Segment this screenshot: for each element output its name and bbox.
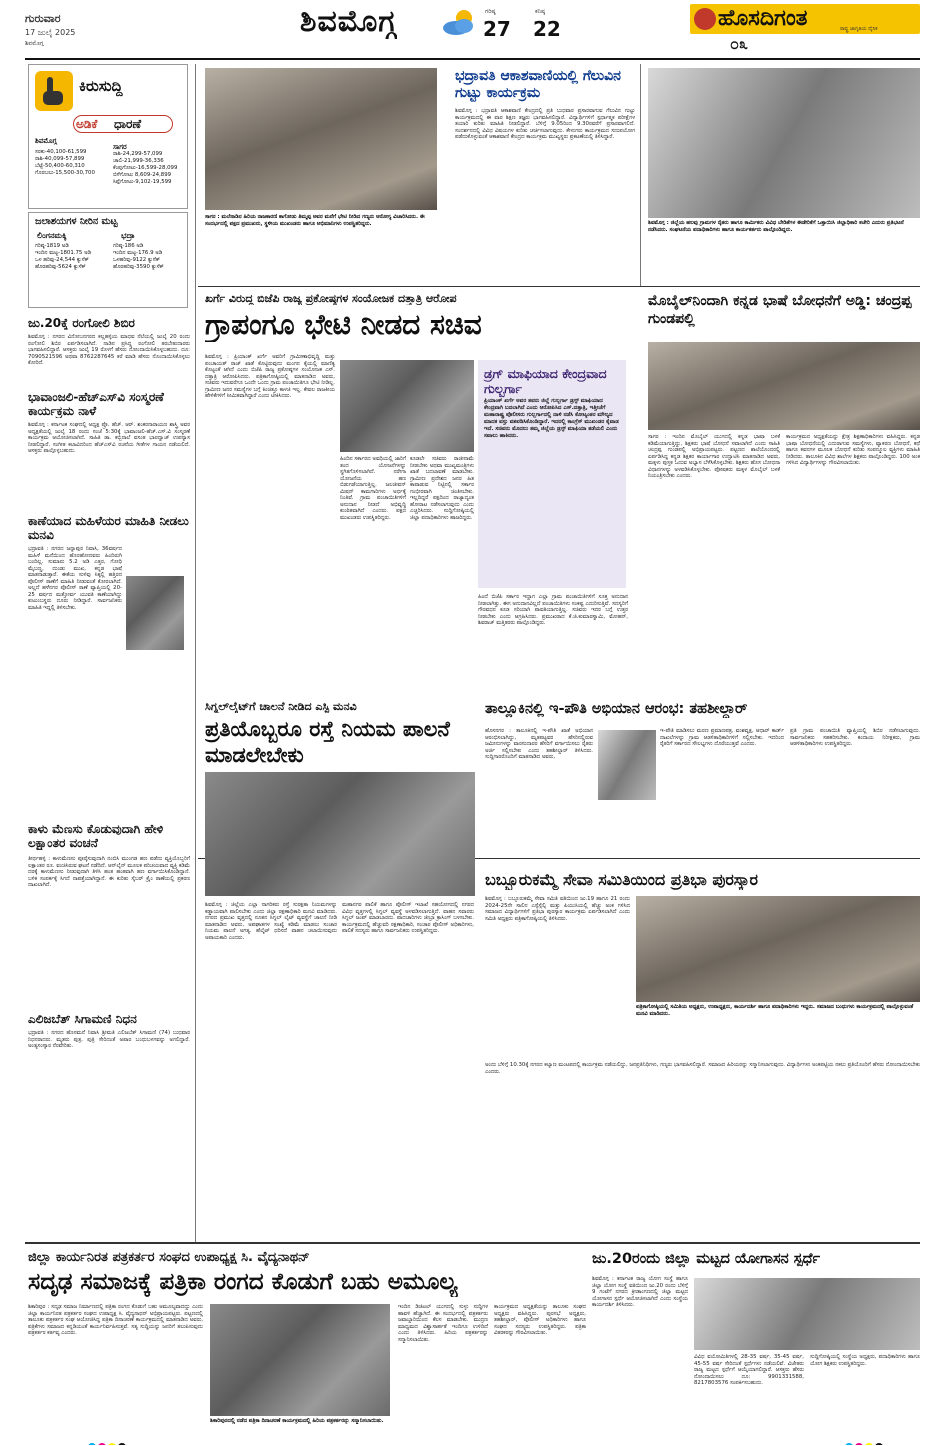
temp-max-value: 27 (483, 17, 511, 41)
epouti-col3: ಪ್ರತಿ ಗ್ರಾಮ ಪಂಚಾಯಿತಿ ವ್ಯಾಪ್ತಿಯಲ್ಲಿ ಶಿಬಿರ ನಡೆಸಲಾಗುವುದು. ಸಾರ್ವಜನಿಕರು ಸಹಕರಿಸಬೇಕು. ಕಂದಾಯ ನಿರೀಕ್ಷಕರು, ಗ್ರಾಮ ಆಡಳಿತಾಧಿಕಾರಿಗಳು ಉಪಸ್ಥಿತರಿದ್ದರು. (790, 728, 920, 747)
newspaper-brand (690, 4, 920, 50)
bottom-story-kicker: ಜಿಲ್ಲಾ ಕಾರ್ಯನಿರತ ಪತ್ರಕರ್ತರ ಸಂಘದ ಉಪಾಧ್ಯಕ್ಷ ಸಿ. ವೈದ್ಯನಾಥನ್ (28, 1250, 310, 1265)
yoga-headline: ಜು.20ರಂದು ಜಿಲ್ಲಾ ಮಟ್ಟದ ಯೋಗಾಸನ ಸ್ಪರ್ಧೆ (592, 1251, 821, 1267)
missing-woman-photo (126, 576, 184, 650)
main-story-kicker: ಖರ್ಗೆ ವಿರುದ್ಧ ಬಿಜೆಪಿ ರಾಜ್ಯ ಪ್ರಕೋಷ್ಠಗಳ ಸಂಯೋಜಕ ದತ್ತಾತ್ರಿ ಆರೋಪ (205, 292, 457, 305)
drug-mafia-title: ಡ್ರಗ್ ಮಾಫಿಯಾದ ಕೇಂದ್ರವಾದ ಗುಲ್ಬರ್ಗಾ (484, 366, 607, 396)
column-rule (195, 64, 196, 1242)
masthead-date-block (25, 12, 195, 58)
kagodu-visit-photo (205, 68, 437, 210)
akashavani-text: ಶಿವಮೊಗ್ಗ : ಭದ್ರಾವತಿ ಆಕಾಶವಾಣಿ ಕೇಂದ್ರದಲ್ಲಿ ಪ್ರತಿ ಬುಧವಾರ ಪ್ರಸಾರವಾಗುವ ಗೆಲುವಿನ ಗುಟ್ಟು ಕಾರ್ಯಕ್ರಮದಲ್ಲಿ ಈ ವಾರ ಶಿಕ್ಷಣ ತಜ್ಞರು ಭಾಗವಹಿಸಲಿದ್ದಾರೆ. ವಿದ್ಯಾರ್ಥಿಗಳಿಗೆ ಸ್ಪರ್ಧಾತ್ಮಕ ಪರೀಕ್ಷೆಗಳ ತಯಾರಿ ಕುರಿತು ಮಾಹಿತಿ ನೀಡಲಿದ್ದಾರೆ. ಬೆಳಿಗ್ಗೆ 9.05ರಿಂದ 9.30ರವರೆಗೆ ಪ್ರಸಾರವಾಗಲಿದೆ. ಸಂದರ್ಶನದಲ್ಲಿ ವಿವಿಧ ವಿಷಯಗಳ ಕುರಿತು ಚರ್ಚಿಸಲಾಗುವುದು. ಕೇಳುಗರು ಕಾರ್ಯಕ್ರಮದ ಸದುಪಯೋಗ ಪಡೆದುಕೊಳ್ಳುವಂತೆ ಆಕಾಶವಾಣಿ ಕೇಂದ್ರದ ಕಾರ್ಯಕ್ರಮ ಮುಖ್ಯಸ್ಥರು ಪ್ರಕಟಣೆಯಲ್ಲಿ ತಿಳಿಸಿದ್ದಾರೆ. (455, 108, 635, 140)
temp-max-label: ಗರಿಷ್ಠ (485, 8, 496, 15)
price-row: ಬಿಳೆಗೋಟು 8,609-24,899 (113, 172, 172, 178)
cyan-dot (845, 1443, 853, 1445)
signal-story-col1: ಶಿವಮೊಗ್ಗ : ಜಿಲ್ಲೆಯ ಎಲ್ಲಾ ನಾಗರಿಕರು ರಸ್ತೆ ಸುರಕ್ಷತಾ ನಿಯಮಗಳನ್ನು ಕಡ್ಡಾಯವಾಗಿ ಪಾಲಿಸಬೇಕು ಎಂದು ಜಿಲ್ಲಾ ರಕ್ಷಣಾಧಿಕಾರಿ ಮನವಿ ಮಾಡಿದರು. ನಗರದ ಪ್ರಮುಖ ವೃತ್ತದಲ್ಲಿ ನೂತನ ಸಿಗ್ನಲ್ ಲೈಟ್ ವ್ಯವಸ್ಥೆಗೆ ಚಾಲನೆ ನೀಡಿ ಮಾತನಾಡಿದ ಅವರು, ಅಪಘಾತಗಳ ಸಂಖ್ಯೆ ಕಡಿಮೆ ಮಾಡಲು ಸಂಚಾರ ನಿಯಮ ಪಾಲನೆ ಅಗತ್ಯ. ಹೆಲ್ಮೆಟ್ ಧರಿಸದೆ ವಾಹನ ಚಲಾಯಿಸುವುದು ಅಪಾಯಕಾರಿ ಎಂದರು. (205, 902, 337, 941)
main-story-col4: ಹಿಂದೆ ಬಿಜೆಪಿ ಸರ್ಕಾರ ಇದ್ದಾಗ ಎಲ್ಲಾ ಗ್ರಾಮ ಪಂಚಾಯಿತಿಗಳಿಗೆ ಸೂಕ್ತ ಅನುದಾನ ನೀಡಲಾಗಿತ್ತು. ಈಗ ಅನುದಾನವಿಲ್ಲದೆ ಪಂಚಾಯಿತಿಗಳು ಸಂಕಷ್ಟ ಎದುರಿಸುತ್ತಿವೆ. ಸದಸ್ಯರಿಗೆ ಗೌರವಧನ ಕೂಡ ಸರಿಯಾಗಿ ಪಾವತಿಯಾಗುತ್ತಿಲ್ಲ. ಸಚಿವರು ಇದರ ಬಗ್ಗೆ ಉತ್ತರ ನೀಡಬೇಕು ಎಂದು ಆಗ್ರಹಿಸಿದರು. ಪ್ರಮುಖರಾದ ಕೆ.ಜಿ.ಕುಮಾರಸ್ವಾಮಿ, ಮೋಹನ್, ಶಿವರಾಜ್ ಮತ್ತಿತರರು ಪಾಲ್ಗೊಂಡಿದ್ದರು. (478, 594, 628, 626)
bottom-story-col1: ಶಿಕಾರಿಪುರ : ಸದೃಢ ಸಮಾಜ ನಿರ್ಮಾಣದಲ್ಲಿ ಪತ್ರಿಕಾ ರಂಗದ ಕೊಡುಗೆ ಬಹು ಅಮೂಲ್ಯವಾದದ್ದು ಎಂದು ಜಿಲ್ಲಾ ಕಾರ್ಯನಿರತ ಪತ್ರಕರ್ತರ ಸಂಘದ ಉಪಾಧ್ಯಕ್ಷ ಸಿ. ವೈದ್ಯನಾಥನ್ ಅಭಿಪ್ರಾಯಪಟ್ಟರು. ಪಟ್ಟಣದಲ್ಲಿ ತಾಲೂಕು ಪತ್ರಕರ್ತರ ಸಂಘ ಆಯೋಜಿಸಿದ್ದ ಪತ್ರಿಕಾ ದಿನಾಚರಣೆ ಕಾರ್ಯಕ್ರಮದಲ್ಲಿ ಮಾತನಾಡಿದ ಅವರು, ಪತ್ರಿಕೆಗಳು ಸಮಾಜದ ಕನ್ನಡಿಯಂತೆ ಕಾರ್ಯನಿರ್ವಹಿಸುತ್ತವೆ. ಸತ್ಯ ಸುದ್ದಿಯನ್ನು ಜನರಿಗೆ ತಲುಪಿಸುವುದು ಪತ್ರಕರ್ತರ ಕರ್ತವ್ಯ ಎಂದರು. (28, 1304, 203, 1336)
tahsildar-photo (598, 730, 656, 800)
print-registration-marks (88, 1436, 128, 1445)
press-meet-photo (340, 360, 474, 452)
pepper-fraud-headline: ಕಾಳು ಮೆಣಸು ಕೊಡುವುದಾಗಿ ಹೇಳಿ ಲಕ್ಷಾಂತರ ವಂಚನೆ (28, 822, 164, 850)
missing-women-headline: ಕಾಣೆಯಾದ ಮಹಿಳೆಯರ ಮಾಹಿತಿ ನೀಡಲು ಮನವಿ (28, 514, 189, 542)
signal-story-headline: ಪ್ರತಿಯೊಬ್ಬರೂ ರಸ್ತೆ ನಿಯಮ ಪಾಲನೆ ಮಾಡಲೇಬೇಕು (205, 717, 450, 767)
press-day-photo (210, 1304, 390, 1416)
kiru-suddi-title: ಕಿರುಸುದ್ದಿ (79, 77, 123, 95)
drug-mafia-text: ಪ್ರಿಯಾಂಕ್ ಖರ್ಗೆ ಅವರ ತವರು ಜಿಲ್ಲೆ ಗುಲ್ಬರ್ಗಾ ಡ್ರಗ್ಸ್ ಮಾಫಿಯಾದ ಕೇಂದ್ರವಾಗಿ ಬದಲಾಗಿದೆ ಎಂದು ಆರೋಪಿಸಿದ ಎಸ್.ದತ್ತಾತ್ರಿ, ಇತ್ತೀಚೆಗೆ ಮಹಾರಾಷ್ಟ್ರ ಪೊಲೀಸರು ಗುಲ್ಬರ್ಗಾದಲ್ಲಿ ದಾಳಿ ನಡೆಸಿ ಕೋಟ್ಯಂತರ ಮೌಲ್ಯದ ಮಾದಕ ವಸ್ತು ವಶಪಡಿಸಿಕೊಂಡಿದ್ದಾರೆ. ಇದರಲ್ಲಿ ಕಾಂಗ್ರೆಸ್ ಮುಖಂಡರ ಕೈವಾಡ ಇದೆ. ಸಚಿವರು ಮೊದಲು ತಮ್ಮ ಜಿಲ್ಲೆಯ ಡ್ರಗ್ಸ್ ಮಾಫಿಯಾ ತಡೆಯಲಿ ಎಂದು ಸವಾಲು ಹಾಕಿದರು. (484, 398, 619, 439)
kannada-story-col2: ಕಾರ್ಯಕ್ರಮದ ಅಧ್ಯಕ್ಷತೆಯನ್ನು ಕ್ಷೇತ್ರ ಶಿಕ್ಷಣಾಧಿಕಾರಿಗಳು ವಹಿಸಿದ್ದರು. ಕನ್ನಡ ಭಾಷಾ ಬೋಧನೆಯಲ್ಲಿ ಎದುರಾಗುವ ಸಮಸ್ಯೆಗಳು, ವ್ಯಾಕರಣ ಬೋಧನೆ, ಕಥೆ ಹಾಗೂ ಕವನಗಳ ಮೂಲಕ ಬೋಧನೆ ಕುರಿತು ಸಂಪನ್ಮೂಲ ವ್ಯಕ್ತಿಗಳು ಮಾಹಿತಿ ನೀಡಿದರು. ತಾಲೂಕಿನ ವಿವಿಧ ಶಾಲೆಗಳ ಶಿಕ್ಷಕರು ಪಾಲ್ಗೊಂಡಿದ್ದರು. 100 ಅಂಕ ಗಳಿಸಿದ ವಿದ್ಯಾರ್ಥಿಗಳನ್ನು ಗೌರವಿಸಲಾಯಿತು. (786, 434, 920, 466)
obituary-text: ಭದ್ರಾವತಿ : ನಗರದ ಹೊಸಮನೆ ನಿವಾಸಿ ಶ್ರೀಮತಿ ಎಲಿಜಬೆತ್ ಸಿಗಾಮಣಿ (74) ಬುಧವಾರ ನಿಧನರಾದರು. ಮೃತರು ಪುತ್ರ, ಪುತ್ರಿ ಸೇರಿದಂತೆ ಅಪಾರ ಬಂಧುಬಳಗವನ್ನು ಅಗಲಿದ್ದಾರೆ. ಅಂತ್ಯಸಂಸ್ಕಾರ ನೆರವೇರಿತು. (28, 1030, 190, 1049)
main-story-col2: ಹಿಂದಿನ ಸರ್ಕಾರದ ಅವಧಿಯಲ್ಲಿ ಜಾರಿಗೆ ತಂದ ಯೋಜನೆಗಳನ್ನು ಸ್ಥಗಿತಗೊಳಿಸಲಾಗಿದೆ. ನರೇಗಾ ಯೋಜನೆಯ ಹಣ ಬಿಡುಗಡೆಯಾಗುತ್ತಿಲ್ಲ. ಜಲಜೀವನ್ ಮಿಷನ್ ಕಾಮಗಾರಿಗಳು ಅರ್ಧಕ್ಕೆ ನಿಂತಿವೆ. ಗ್ರಾಮ ಪಂಚಾಯಿತಿಗಳಿಗೆ ಅನುದಾನ ನೀಡದೆ ಅಭಿವೃದ್ಧಿ ಕುಂಠಿತವಾಗಿದೆ ಎಂದರು. ಪಕ್ಷದ ಮುಖಂಡರು ಉಪಸ್ಥಿತರಿದ್ದರು. (340, 456, 406, 521)
babbur-headline: ಬಬ್ಬೂರುಕಮ್ಮೆ ಸೇವಾ ಸಮಿತಿಯಿಂದ ಪ್ರತಿಭಾ ಪುರಸ್ಕಾರ (485, 870, 758, 889)
bottom-story-headline: ಸದೃಢ ಸಮಾಜಕ್ಕೆ ಪತ್ರಿಕಾ ರಂಗದ ಕೊಡುಗೆ ಬಹು ಅಮೂಲ್ಯ (28, 1269, 458, 1295)
price-row: ಸಿಪ್ಪೆಗೋಟು-9,102-19,599 (113, 179, 172, 185)
babbur-col2: ಅಂದು ಬೆಳಿಗ್ಗೆ 10.30ಕ್ಕೆ ನಗರದ ಕಲ್ಯಾಣ ಮಂಟಪದಲ್ಲಿ ಕಾರ್ಯಕ್ರಮ ನಡೆಯಲಿದ್ದು, ಜನಪ್ರತಿನಿಧಿಗಳು, ಗಣ್ಯರು ಭಾಗವಹಿಸಲಿದ್ದಾರೆ. ಸಮಾಜದ ಹಿರಿಯರನ್ನು ಸನ್ಮಾನಿಸಲಾಗುವುದು. ವಿದ್ಯಾರ್ಥಿಗಳು ಅಂಕಪಟ್ಟಿಯ ನಕಲು ಪ್ರತಿಯೊಂದಿಗೆ ಹೆಸರು ನೋಂದಾಯಿಸಬೇಕು ಎಂದರು. (485, 1062, 920, 1075)
dam-row: ಒಳಹರಿವು-9122 ಕ್ಯುಸೆಕ್ (113, 257, 161, 263)
dam-row: ಹೊರಹರಿವು-3590 ಕ್ಯುಸೆಕ್ (113, 264, 164, 270)
dam-row: ಒಳ ಹರಿವು-24,544 ಕ್ಯುಸೆಕ್ (35, 257, 89, 263)
dam-row: ಇಂದಿನ ಮಟ್ಟ-1801.75 ಅಡಿ (35, 250, 92, 256)
drug-mafia-sidebar (478, 360, 626, 588)
dam-levels-title: ಜಲಾಶಯಗಳ ನೀರಿನ ಮಟ್ಟ (35, 216, 118, 227)
brand-name: ಹೊಸದಿಗಂತ (718, 6, 808, 31)
protest-caption: ಶಿವಮೊಗ್ಗ : ಜಿಲ್ಲೆಯ ಹಲವು ಗ್ರಾಮಗಳ ರೈತರು ಹಾಗೂ ಕಾರ್ಮಿಕರು ವಿವಿಧ ಬೇಡಿಕೆಗಳ ಈಡೇರಿಕೆಗೆ ಒತ್ತಾಯಿಸಿ ಜಿಲ್ಲಾಧಿಕಾರಿ ಕಚೇರಿ ಎದುರು ಪ್ರತಿಭಟನೆ ನಡೆಸಿದರು. ಸಂಘಟನೆಯ ಪದಾಧಿಕಾರಿಗಳು ಹಾಗೂ ಕಾರ್ಯಕರ್ತರು ಪಾಲ್ಗೊಂಡಿದ್ದರು. (648, 220, 904, 233)
price-row: ಗೊರಬಲು-15,500-30,700 (35, 170, 95, 176)
press-day-caption: ಶಿಕಾರಿಪುರದಲ್ಲಿ ನಡೆದ ಪತ್ರಿಕಾ ದಿನಾಚರಣೆ ಕಾರ್ಯಕ್ರಮದಲ್ಲಿ ಹಿರಿಯ ಪತ್ರಕರ್ತರನ್ನು ಸನ್ಮಾನಿಸಲಾಯಿತು. (210, 1418, 384, 1424)
section-rule (198, 286, 920, 287)
missing-women-text: ಭದ್ರಾವತಿ : ನಗರದ ಜನ್ನಾಪುರ ನಿವಾಸಿ, 36ವರ್ಷದ ಮಹಿಳೆ ಮನೆಯಿಂದ ಹೊರಹೋದವರು ಹಿಂದಿರುಗಿ ಬಂದಿಲ್ಲ. ಸುಮಾರು 5.2 ಅಡಿ ಎತ್ತರ, ಗೋಧಿ ಮೈಬಣ್ಣ, ದುಂಡು ಮುಖ, ಕನ್ನಡ ಭಾಷೆ ಮಾತನಾಡುತ್ತಾರೆ. ಈಕೆಯ ಸುಳಿವು ಸಿಕ್ಕಲ್ಲಿ ಹತ್ತಿರದ ಪೊಲೀಸ್ ಠಾಣೆಗೆ ಮಾಹಿತಿ ನೀಡುವಂತೆ ಕೋರಲಾಗಿದೆ. ಅಲ್ಲದೆ ಹಳೆನಗರ ಪೊಲೀಸ್ ಠಾಣೆ ವ್ಯಾಪ್ತಿಯಲ್ಲಿ 20-25 ವರ್ಷದ ಮತ್ತೋರ್ವ ಯುವತಿ ಕಾಣೆಯಾಗಿದ್ದು ಕುಟುಂಬಸ್ಥರು ದೂರು ನೀಡಿದ್ದಾರೆ. ಸಾರ್ವಜನಿಕರು ಮಾಹಿತಿ ಇದ್ದಲ್ಲಿ ತಿಳಿಸಬೇಕು. (28, 546, 122, 611)
yoga-press-photo (694, 1278, 920, 1350)
dam-linganamakki-levels (35, 243, 115, 271)
yoga-col3: ಸುದ್ದಿಗೋಷ್ಠಿಯಲ್ಲಿ ಸಂಸ್ಥೆಯ ಅಧ್ಯಕ್ಷರು, ಪದಾಧಿಕಾರಿಗಳು ಹಾಗೂ ಯೋಗ ಶಿಕ್ಷಕರು ಉಪಸ್ಥಿತರಿದ್ದರು. (810, 1354, 920, 1367)
adike-dharane-badge (73, 115, 173, 133)
pepper-fraud-text: ತೀರ್ಥಹಳ್ಳಿ : ಕಾಳುಮೆಣಸು ಪೂರೈಸುವುದಾಗಿ ನಂಬಿಸಿ ಮುಂಗಡ ಹಣ ಪಡೆದು ವ್ಯಕ್ತಿಯೊಬ್ಬರಿಗೆ ಲಕ್ಷಾಂತರ ರೂ. ವಂಚಿಸಿರುವ ಘಟನೆ ನಡೆದಿದೆ. ಆನ್‌ಲೈನ್ ಮೂಲಕ ಪರಿಚಯವಾದ ವ್ಯಕ್ತಿ ಕಡಿಮೆ ದರಕ್ಕೆ ಕಾಳುಮೆಣಸು ನೀಡುವುದಾಗಿ ತಿಳಿಸಿ ಹಂತ ಹಂತವಾಗಿ ಹಣ ವರ್ಗಾಯಿಸಿಕೊಂಡಿದ್ದಾನೆ. ಬಳಿಕ ಸಂಪರ್ಕಕ್ಕೆ ಸಿಗದೆ ನಾಪತ್ತೆಯಾಗಿದ್ದಾನೆ. ಈ ಕುರಿತು ಸೈಬರ್ ಕ್ರೈಂ ಠಾಣೆಯಲ್ಲಿ ಪ್ರಕರಣ ದಾಖಲಾಗಿದೆ. (28, 856, 190, 888)
protest-photo (648, 68, 920, 218)
price-row: ರಾಶಿ-40,099-57,899 (35, 156, 85, 162)
dharane-label: ಧಾರಣೆ (114, 117, 142, 131)
black-dot (875, 1443, 883, 1445)
market-prices-sagara (113, 151, 187, 186)
market-prices-shivamogga (35, 149, 113, 177)
akashavani-headline: ಭದ್ರಾವತಿ ಆಕಾಶವಾಣಿಯಲ್ಲಿ ಗೆಲುವಿನ ಗುಟ್ಟು ಕಾರ್ಯಕ್ರಮ (455, 68, 621, 101)
babbur-col1: ಶಿವಮೊಗ್ಗ : ಬಬ್ಬೂರುಕಮ್ಮೆ ಸೇವಾ ಸಮಿತಿ ವತಿಯಿಂದ ಜು.19 ಹಾಗೂ 21 ರಂದು 2024-25ನೇ ಸಾಲಿನ ಎಸ್ಸೆಸ್ಸೆಲ್ಸಿ ಮತ್ತು ಪಿಯುಸಿಯಲ್ಲಿ ಹೆಚ್ಚು ಅಂಕ ಗಳಿಸಿದ ಸಮಾಜದ ವಿದ್ಯಾರ್ಥಿಗಳಿಗೆ ಪ್ರತಿಭಾ ಪುರಸ್ಕಾರ ಕಾರ್ಯಕ್ರಮ ಏರ್ಪಡಿಸಲಾಗಿದೆ ಎಂದು ಸಮಿತಿ ಅಧ್ಯಕ್ಷರು ಪತ್ರಿಕಾಗೋಷ್ಠಿಯಲ್ಲಿ ತಿಳಿಸಿದರು. (485, 896, 630, 922)
yoga-col2: ವಿವಿಧ ವಯೋಮಿತಿಗಳಲ್ಲಿ 28-35 ವರ್ಷ, 35-45 ವರ್ಷ, 45-55 ವರ್ಷ ಸೇರಿದಂತೆ ಸ್ಪರ್ಧೆಗಳು ನಡೆಯಲಿವೆ. ವಿಜೇತರು ರಾಜ್ಯ ಮಟ್ಟದ ಸ್ಪರ್ಧೆಗೆ ಆಯ್ಕೆಯಾಗಲಿದ್ದಾರೆ. ಆಸಕ್ತರು ಹೆಸರು ನೋಂದಾಯಿಸಲು ದೂ: 9901331588, 8217803576 ಸಂಪರ್ಕಿಸಬಹುದು. (694, 1354, 804, 1386)
price-row: ರಾಶಿ-24,299-57,099 (113, 151, 163, 157)
dam-row: ಹೊರಹರಿವು-5624 ಕ್ಯುಸೆಕ್ (35, 264, 86, 270)
dam-row: ಇಂದಿನ ಮಟ್ಟ-176.9 ಅಡಿ (113, 250, 163, 256)
bhavanjali-headline: ಭಾವಾಂಜಲಿ-ಹೆಚ್‌ಎಸ್‌ವಿ ಸಂಸ್ಮರಣೆ ಕಾರ್ಯಕ್ರಮ ನಾಳೆ (28, 390, 164, 418)
signal-story-col2: ಮಹಾನಗರ ಪಾಲಿಕೆ ಹಾಗೂ ಪೊಲೀಸ್ ಇಲಾಖೆ ಸಹಯೋಗದಲ್ಲಿ ನಗರದ ವಿವಿಧ ವೃತ್ತಗಳಲ್ಲಿ ಸಿಗ್ನಲ್ ವ್ಯವಸ್ಥೆ ಅಳವಡಿಸಲಾಗುತ್ತಿದೆ. ವಾಹನ ಸವಾರರು ಸಿಗ್ನಲ್ ಜಂಪ್ ಮಾಡಬಾರದು. ಪಾದಚಾರಿಗಳು ಜೀಬ್ರಾ ಕ್ರಾಸಿಂಗ್ ಬಳಸಬೇಕು. ಕಾರ್ಯಕ್ರಮದಲ್ಲಿ ಹೆಚ್ಚುವರಿ ರಕ್ಷಣಾಧಿಕಾರಿ, ಸಂಚಾರ ಪೊಲೀಸ್ ಅಧಿಕಾರಿಗಳು, ಪಾಲಿಕೆ ಸದಸ್ಯರು ಹಾಗೂ ಸಾರ್ವಜನಿಕರು ಉಪಸ್ಥಿತರಿದ್ದರು. (342, 902, 474, 934)
day-label: ಗುರುವಾರ (25, 12, 61, 25)
epouti-col1: ಹೊಸನಗರ : ತಾಲೂಕಿನಲ್ಲಿ ಇ-ಪೌತಿ ಖಾತೆ ಅಭಿಯಾನ ಆರಂಭಿಸಲಾಗಿದ್ದು, ಮೃತಪಟ್ಟವರ ಹೆಸರಿನಲ್ಲಿರುವ ಜಮೀನುಗಳನ್ನು ವಾರಸುದಾರರ ಹೆಸರಿಗೆ ವರ್ಗಾಯಿಸಲು ರೈತರು ಅರ್ಜಿ ಸಲ್ಲಿಸಬೇಕು ಎಂದು ತಹಶೀಲ್ದಾರ್ ತಿಳಿಸಿದರು. ಸುದ್ದಿಗಾರರೊಂದಿಗೆ ಮಾತನಾಡಿದ ಅವರು, (485, 728, 593, 760)
babbur-caption: ಪತ್ರಿಕಾಗೋಷ್ಠಿಯಲ್ಲಿ ಸಮಿತಿಯ ಅಧ್ಯಕ್ಷರು, ಉಪಾಧ್ಯಕ್ಷರು, ಕಾರ್ಯದರ್ಶಿ ಹಾಗೂ ಪದಾಧಿಕಾರಿಗಳು ಇದ್ದರು. ಸಮಾಜದ ಬಂಧುಗಳು ಕಾರ್ಯಕ್ರಮದಲ್ಲಿ ಪಾಲ್ಗೊಳ್ಳುವಂತೆ ಮನವಿ ಮಾಡಿದರು. (636, 1004, 914, 1017)
signal-story-kicker: ಸಿಗ್ನಲ್‌ಲೈಟ್‌ಗೆ ಚಾಲನೆ ನೀಡಿದ ಎಸ್ಪಿ ಮನವಿ (205, 700, 357, 713)
temp-min-value: 22 (533, 17, 561, 41)
print-registration-marks (845, 1436, 885, 1445)
epouti-headline: ತಾಲ್ಲೂಕಿನಲ್ಲಿ ಇ-ಪೌತಿ ಅಭಿಯಾನ ಆರಂಭ: ತಹಶೀಲ್ದಾರ್ (485, 701, 748, 717)
kiru-suddi-box (28, 64, 188, 209)
market-sagara: ಸಾಗರ (113, 143, 127, 151)
kannada-story-col1: ಸಾಗರ : ಇಂದಿನ ಮೊಬೈಲ್ ಯುಗದಲ್ಲಿ ಕನ್ನಡ ಭಾಷಾ ಬಳಕೆ ಕಡಿಮೆಯಾಗುತ್ತಿದ್ದು, ಶಿಕ್ಷಕರು ಭಾಷೆ ಬೋಧನೆ ಸವಾಲಾಗಿದೆ ಎಂದು ಸಾಹಿತಿ ಚಂದ್ರಪ್ಪ ಗುಂಡಪಲ್ಲಿ ಅಭಿಪ್ರಾಯಪಟ್ಟರು. ಪಟ್ಟಣದ ಶಾಲೆಯೊಂದರಲ್ಲಿ ಏರ್ಪಡಿಸಿದ್ದ ಕನ್ನಡ ಶಿಕ್ಷಕರ ಕಾರ್ಯಾಗಾರ ಉದ್ಘಾಟಿಸಿ ಮಾತನಾಡಿದ ಅವರು, ಮಕ್ಕಳು ಪುಸ್ತಕ ಓದುವ ಅಭ್ಯಾಸ ಬೆಳೆಸಿಕೊಳ್ಳಬೇಕು. ಶಿಕ್ಷಕರು ಹೊಸ ಬೋಧನಾ ವಿಧಾನಗಳನ್ನು ಅಳವಡಿಸಿಕೊಳ್ಳಬೇಕು. ಪೋಷಕರು ಮಕ್ಕಳ ಮೊಬೈಲ್ ಬಳಕೆ ನಿಯಂತ್ರಿಸಬೇಕು ಎಂದರು. (648, 434, 780, 479)
page-number: ೦೩ (730, 34, 748, 50)
dam-bhadra-levels (113, 243, 187, 271)
babbur-press-photo (636, 896, 920, 1002)
dam-levels-box (28, 212, 188, 308)
date-label: 17 ಜುಲೈ 2025 (25, 28, 76, 37)
bottom-story-col2: ಇಂದಿನ ಡಿಜಿಟಲ್ ಯುಗದಲ್ಲಿ ಸುಳ್ಳು ಸುದ್ದಿಗಳ ಹಾವಳಿ ಹೆಚ್ಚಾಗಿದೆ. ಈ ಸಂದರ್ಭದಲ್ಲಿ ಪತ್ರಕರ್ತರು ಜವಾಬ್ದಾರಿಯಿಂದ ಕೆಲಸ ಮಾಡಬೇಕು. ಮುದ್ರಣ ಮಾಧ್ಯಮದ ವಿಶ್ವಾಸಾರ್ಹತೆ ಇಂದಿಗೂ ಉಳಿದಿದೆ ಎಂದು ತಿಳಿಸಿದರು. ಹಿರಿಯ ಪತ್ರಕರ್ತರನ್ನು ಸನ್ಮಾನಿಸಲಾಯಿತು. (398, 1304, 488, 1343)
dam-linganamakki: ಲಿಂಗನಮಕ್ಕಿ (37, 231, 67, 240)
signal-launch-photo (205, 772, 475, 896)
edition-title: ಶಿವಮೊಗ್ಗ (300, 4, 398, 39)
black-dot (118, 1443, 126, 1445)
price-row: ಸರಕು-40,100-61,599 (35, 149, 87, 155)
partly-cloudy-icon (440, 6, 480, 38)
cyan-dot (88, 1443, 96, 1445)
dam-row: ಗರಿಷ್ಠ-1819 ಅಡಿ (35, 243, 69, 249)
yellow-dot (865, 1443, 873, 1445)
temp-min-label: ಕನಿಷ್ಠ (535, 8, 546, 15)
bhavanjali-text: ಶಿವಮೊಗ್ಗ : ಕರ್ನಾಟಕ ಸಂಘದಲ್ಲಿ ಅಧ್ಯಕ್ಷ ಪ್ರೊ. ಹೆಚ್. ಆರ್. ಶಂಕರನಾರಾಯಣ ಶಾಸ್ತ್ರಿ ಅವರ ಅಧ್ಯಕ್ಷತೆಯಲ್ಲಿ ಜುಲೈ 18 ರಂದು ಸಂಜೆ 5:30ಕ್ಕೆ ಭಾವಾಂಜಲಿ-ಹೆಚ್.ಎಸ್.ವಿ ಸಂಸ್ಮರಣೆ ಕಾರ್ಯಕ್ರಮ ಆಯೋಜಿಸಲಾಗಿದೆ. ಸಾಹಿತಿ ಡಾ. ಕಬ್ಬಿನಾಲೆ ವಸಂತ ಭಾರದ್ವಾಜ್ ಉಪನ್ಯಾಸ ನೀಡಲಿದ್ದಾರೆ. ಸಂಗೀತ ಕಲಾವಿದರಿಂದ ಹೆಚ್‌ಎಸ್‌ವಿ ರಚನೆಯ ಗೀತೆಗಳ ಗಾಯನ ನಡೆಯಲಿದೆ. ಆಸಕ್ತರು ಪಾಲ್ಗೊಳ್ಳಬಹುದು. (28, 422, 190, 454)
dam-row: ಗರಿಷ್ಠ-186 ಅಡಿ (113, 243, 144, 249)
city-label: ಶಿವಮೊಗ್ಗ (25, 40, 44, 47)
column-rule (640, 64, 641, 286)
brand-tagline: ರಾಷ್ಟ್ರ ಜಾಗೃತಿಯ ದೈನಿಕ (840, 26, 878, 32)
main-story-headline: ಗ್ರಾಪಂಗೂ ಭೇಟಿ ನೀಡದ ಸಚಿವ (205, 308, 482, 341)
pointing-hand-icon (35, 71, 73, 111)
kagodu-visit-caption: ಸಾಗರ : ಮಲೆನಾಡಿನ ಹಿರಿಯ ರಾಜಕಾರಣಿ ಕಾಗೋಡು ತಿಮ್ಮಪ್ಪ ಅವರ ಮನೆಗೆ ಭೇಟಿ ನೀಡಿದ ಗಣ್ಯರು ಆರೋಗ್ಯ ವಿಚಾರಿಸಿದರು. ಈ ಸಂದರ್ಭದಲ್ಲಿ ಪಕ್ಷದ ಪ್ರಮುಖರು, ಸ್ಥಳೀಯ ಮುಖಂಡರು ಹಾಗೂ ಅಭಿಮಾನಿಗಳು ಉಪಸ್ಥಿತರಿದ್ದರು. (205, 214, 425, 227)
yoga-col1: ಶಿವಮೊಗ್ಗ : ಕರ್ನಾಟಕ ರಾಜ್ಯ ಯೋಗ ಸಂಸ್ಥೆ ಹಾಗೂ ಜಿಲ್ಲಾ ಯೋಗ ಸಂಸ್ಥೆ ವತಿಯಿಂದ ಜು.20 ರಂದು ಬೆಳಿಗ್ಗೆ 9 ಗಂಟೆಗೆ ನಗರದ ಕ್ರೀಡಾಂಗಣದಲ್ಲಿ ಜಿಲ್ಲಾ ಮಟ್ಟದ ಯೋಗಾಸನ ಸ್ಪರ್ಧೆ ಆಯೋಜಿಸಲಾಗಿದೆ ಎಂದು ಸಂಸ್ಥೆಯ ಕಾರ್ಯದರ್ಶಿ ತಿಳಿಸಿದರು. (592, 1276, 688, 1308)
yellow-dot (108, 1443, 116, 1445)
section-rule (25, 1242, 920, 1244)
epouti-col2: ಇ-ಪೌತಿ ಮಾಡಿಸಲು ಮರಣ ಪ್ರಮಾಣಪತ್ರ, ವಂಶವೃಕ್ಷ, ಆಧಾರ್ ಕಾರ್ಡ್ ದಾಖಲೆಗಳನ್ನು ಗ್ರಾಮ ಆಡಳಿತಾಧಿಕಾರಿಗಳಿಗೆ ಸಲ್ಲಿಸಬೇಕು. ಇದರಿಂದ ರೈತರಿಗೆ ಸರ್ಕಾರದ ಸೌಲಭ್ಯಗಳು ದೊರೆಯುತ್ತವೆ ಎಂದರು. (660, 728, 784, 747)
brand-logo-icon (694, 8, 716, 30)
main-story-col1: ಶಿವಮೊಗ್ಗ : ಪ್ರಿಯಾಂಕ್ ಖರ್ಗೆ ಅವರಿಗೆ ಗ್ರಾಮೀಣಾಭಿವೃದ್ಧಿ ಮತ್ತು ಪಂಚಾಯತ್ ರಾಜ್ ಖಾತೆ ಕೊಟ್ಟಿರುವುದು ಮಂಗನ ಕೈಯಲ್ಲಿ ಮಾಣಿಕ್ಯ ಕೊಟ್ಟಂತೆ ಆಗಿದೆ ಎಂದು ಬಿಜೆಪಿ ರಾಜ್ಯ ಪ್ರಕೋಷ್ಠಗಳ ಸಂಯೋಜಕ ಎಸ್. ದತ್ತಾತ್ರಿ ಆರೋಪಿಸಿದರು. ಪತ್ರಿಕಾಗೋಷ್ಠಿಯಲ್ಲಿ ಮಾತನಾಡಿದ ಅವರು, ಸಚಿವರು ಇದುವರೆಗೂ ಒಂದೇ ಒಂದು ಗ್ರಾಮ ಪಂಚಾಯಿತಿಗೂ ಭೇಟಿ ನೀಡಿಲ್ಲ. ಗ್ರಾಮೀಣ ಜನರ ಸಮಸ್ಯೆಗಳ ಬಗ್ಗೆ ಕಿಂಚಿತ್ತೂ ಕಾಳಜಿ ಇಲ್ಲ. ಕೇವಲ ರಾಜಕೀಯ ಹೇಳಿಕೆಗಳಿಗೆ ಸೀಮಿತವಾಗಿದ್ದಾರೆ ಎಂದು ಟೀಕಿಸಿದರು. (205, 354, 335, 399)
bottom-story-col3: ಕಾರ್ಯಕ್ರಮದ ಅಧ್ಯಕ್ಷತೆಯನ್ನು ತಾಲೂಕು ಸಂಘದ ಅಧ್ಯಕ್ಷರು ವಹಿಸಿದ್ದರು. ಪುರಸಭೆ ಅಧ್ಯಕ್ಷರು, ತಹಶೀಲ್ದಾರ್, ಪೊಲೀಸ್ ಅಧಿಕಾರಿಗಳು ಹಾಗೂ ಸಂಘದ ಸದಸ್ಯರು ಉಪಸ್ಥಿತರಿದ್ದರು. ಪತ್ರಿಕಾ ವಿತರಕರನ್ನು ಗೌರವಿಸಲಾಯಿತು. (494, 1304, 586, 1336)
dam-bhadra: ಭದ್ರಾ (121, 231, 135, 240)
main-story-col3: ಕೂಡಲೇ ಸಚಿವರು ರಾಜೀನಾಮೆ ನೀಡಬೇಕು ಅಥವಾ ಮುಖ್ಯಮಂತ್ರಿಗಳು ಖಾತೆ ಬದಲಾವಣೆ ಮಾಡಬೇಕು. ಗ್ರಾಮೀಣ ಪ್ರದೇಶದ ಜನರ ಹಿತ ಕಾಪಾಡುವ ನಿಟ್ಟಿನಲ್ಲಿ ಸರ್ಕಾರ ಗಂಭೀರವಾಗಿ ಚಿಂತಿಸಬೇಕು. ಇಲ್ಲದಿದ್ದರೆ ಪಕ್ಷದಿಂದ ರಾಜ್ಯಾದ್ಯಂತ ಹೋರಾಟ ನಡೆಸಲಾಗುವುದು ಎಂದು ಎಚ್ಚರಿಸಿದರು. ಸುದ್ದಿಗೋಷ್ಠಿಯಲ್ಲಿ ಜಿಲ್ಲಾ ಪದಾಧಿಕಾರಿಗಳು ಹಾಜರಿದ್ದರು. (410, 456, 474, 521)
price-row: ಕೆಂಪುಗೋಟು-16,599-28,099 (113, 165, 178, 171)
kannada-story-headline: ಮೊಬೈಲ್‌ನಿಂದಾಗಿ ಕನ್ನಡ ಭಾಷೆ ಬೋಧನೆಗೆ ಅಡ್ಡಿ: ಚಂದ್ರಪ್ಪ ಗುಂಡಪಲ್ಲಿ (648, 293, 912, 327)
adike-label: ಅಡಿಕೆ (76, 117, 98, 131)
obituary-headline: ಎಲಿಜಬೆತ್ ಸಿಗಾಮಣಿ ನಿಧನ (28, 1012, 137, 1026)
price-row: ಬೆಟ್ಟೆ-50,400-60,310 (35, 163, 85, 169)
masthead-rule (25, 58, 920, 60)
rangoli-text: ಶಿವಮೊಗ್ಗ : ನಗರದ ವಿನೋಬನಗರದ ಕಲ್ಲಹಳ್ಳಿಯ ಮಾಧವ ನೆಲೆಯಲ್ಲಿ ಜುಲೈ 20 ರಂದು ರಂಗೋಲಿ ಶಿಬಿರ ಏರ್ಪಡಿಸಲಾಗಿದೆ. ನಾಡಿನ ಪ್ರಸಿದ್ಧ ರಂಗೋಲಿ ತರಬೇತುದಾರರು ಭಾಗವಹಿಸಲಿದ್ದಾರೆ. ಆಸಕ್ತರು ಜುಲೈ 19 ರೊಳಗೆ ಹೆಸರು ನೋಂದಾಯಿಸಿಕೊಳ್ಳಬಹುದು. ದೂ: 7090521596 ಅಥವಾ 8762287645 ಕರೆ ಮಾಡಿ ಹೆಸರು ನೊಂದಾಯಿಸಿಕೊಳ್ಳಲು ಕೋರಿದೆ. (28, 334, 190, 366)
market-shivamogga: ಶಿವಮೊಗ್ಗ (35, 137, 57, 145)
teachers-workshop-photo (648, 342, 920, 430)
price-row: ಚಾಲಿ-21,999-36,336 (113, 158, 164, 164)
rangoli-headline: ಜು.20ಕ್ಕೆ ರಂಗೋಲಿ ಶಿಬಿರ (28, 316, 135, 330)
magenta-dot (855, 1443, 863, 1445)
magenta-dot (98, 1443, 106, 1445)
